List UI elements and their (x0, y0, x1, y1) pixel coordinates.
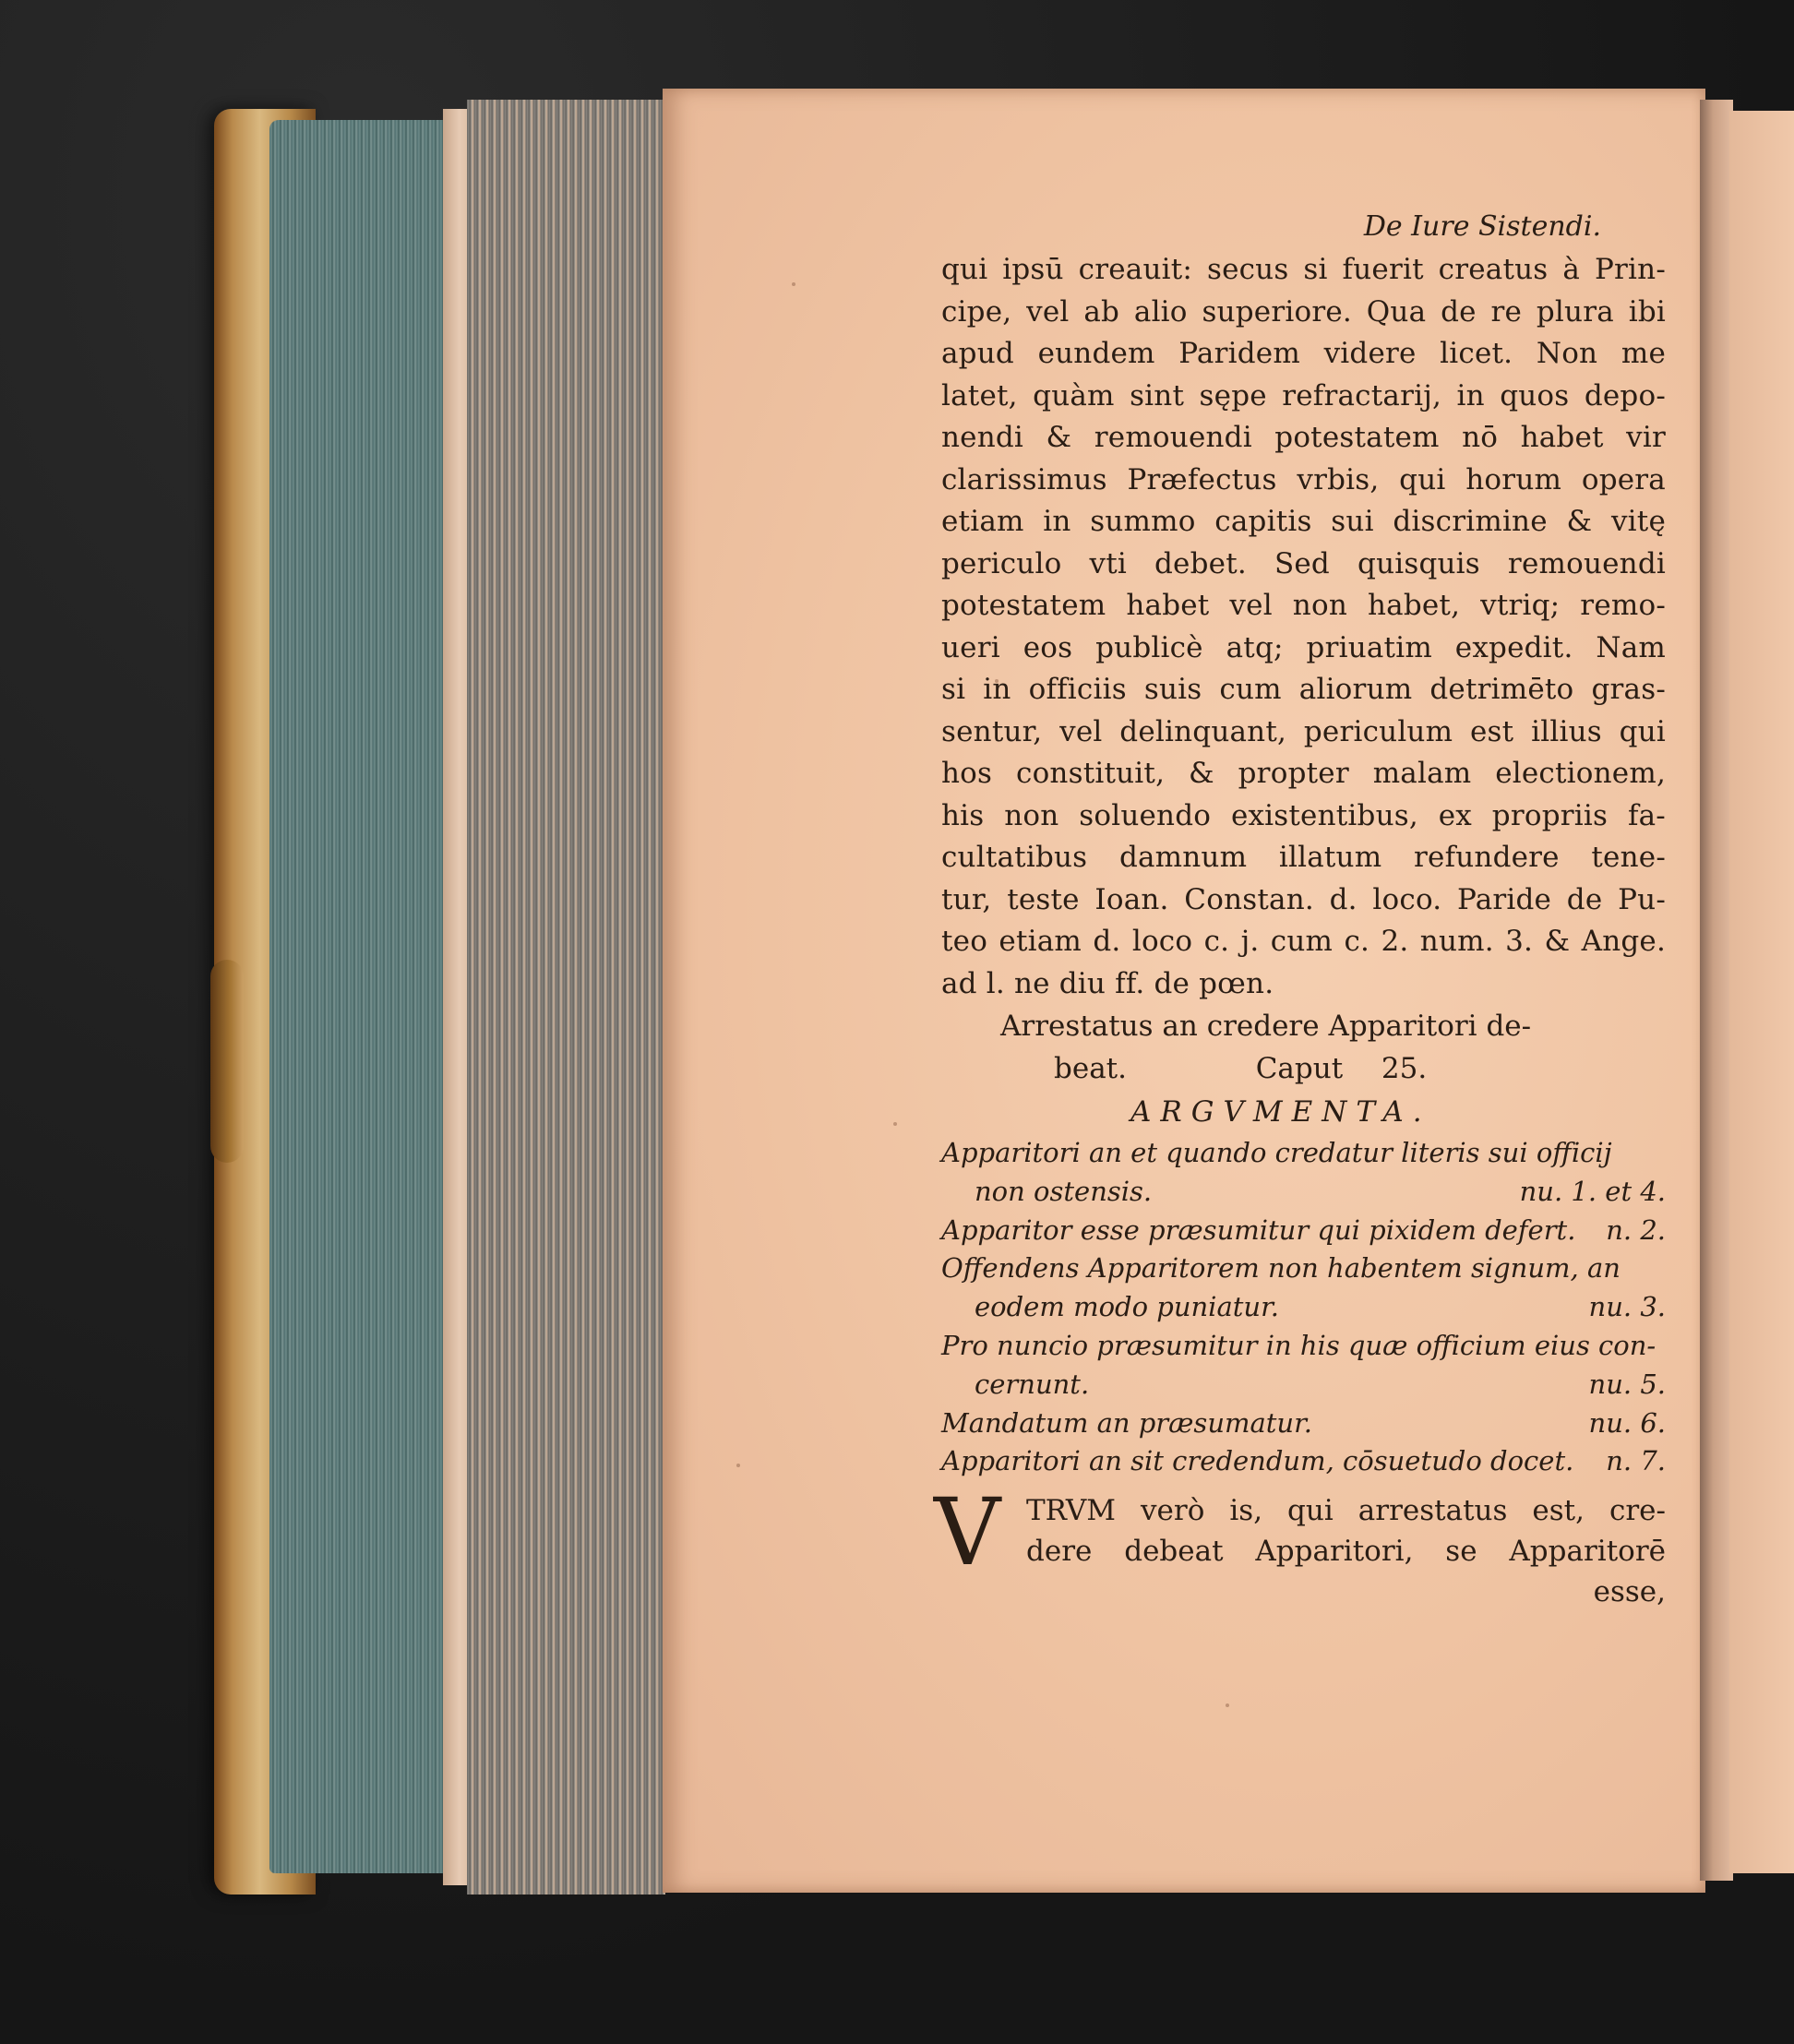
argumenta-text: Pro nuncio præsumitur in his quæ officium eius con- (941, 1329, 1656, 1361)
chapter-body (934, 1478, 1666, 1612)
argumenta-item (941, 1288, 1666, 1327)
body-line: periculo vti debet. Sed quisquis remouendi (941, 546, 1666, 580)
chapter-number: 25. (1381, 1052, 1428, 1085)
argumenta-item (941, 1249, 1666, 1288)
argumenta-item (941, 1212, 1666, 1250)
argumenta-title: ARGVMENTA. (1130, 1095, 1431, 1129)
body-line: latet, quàm sint sępe refractarij, in quos depo- (941, 378, 1666, 412)
running-head: De Iure Sistendi. (1363, 210, 1601, 243)
chapter-heading-line2 (941, 1047, 1666, 1090)
argumenta-ref: nu. 1. et 4. (1519, 1175, 1666, 1207)
body-line: etiam in summo capitis sui discrimine & vitę (941, 505, 1666, 538)
body-line: ad l. ne diu ff. de pœn. (941, 966, 1274, 1000)
argumenta-item (941, 1173, 1666, 1212)
argumenta-ref: nu. 3. (1588, 1291, 1666, 1323)
argumenta-text: eodem modo puniatur. (975, 1291, 1279, 1323)
facing-page-edge (1729, 111, 1794, 1873)
argumenta-ref: n. 7. (1606, 1445, 1666, 1477)
body-line: his non soluendo existentibus, ex propriis fa- (941, 798, 1666, 832)
body-line: si in officiis suis cum aliorum detrimēto gras- (941, 673, 1666, 706)
argumenta-ref: nu. 6. (1588, 1406, 1666, 1439)
body-line: qui ipsū creauit: secus si fuerit creatus à Prin- (941, 253, 1666, 286)
chapter-heading-word: beat. (1054, 1052, 1127, 1085)
body-line: hos constituit, & propter malam electionem, (941, 757, 1666, 790)
body-line: cultatibus damnum illatum refundere tene- (941, 841, 1666, 874)
body-line: potestatem habet vel non habet, vtriq; remo- (941, 589, 1666, 622)
drop-capital: V (934, 1478, 1001, 1587)
argumenta-list (941, 1134, 1666, 1481)
argumenta-item (941, 1442, 1666, 1481)
argumenta-text: Apparitori an sit credendum, cōsuetudo docet. (941, 1445, 1574, 1477)
argumenta-item (941, 1134, 1666, 1173)
chapter-caput: Caput (1255, 1052, 1344, 1085)
argumenta-text: Apparitor esse præsumitur qui pixidem defert. (941, 1213, 1576, 1246)
argumenta-text: non ostensis. (975, 1175, 1153, 1207)
argumenta-ref: nu. 5. (1588, 1368, 1666, 1400)
page-edges-left (269, 120, 443, 1873)
page-edges-stack (467, 100, 665, 1895)
body-line: nendi & remouendi potestatem nō habet vir (941, 421, 1666, 454)
body-line: sentur, vel delinquant, periculum est illius qui (941, 714, 1666, 748)
argumenta-text: Offendens Apparitorem non habentem signum, an (941, 1252, 1621, 1285)
argumenta-text: Apparitori an et quando credatur literis sui officij (941, 1137, 1612, 1168)
body-line: cipe, vel ab alio superiore. Qua de re plura ibi (941, 294, 1666, 329)
body-paragraph (941, 249, 1666, 1005)
body-line: clarissimus Præfectus vrbis, qui horum opera (941, 462, 1666, 496)
gutter (1700, 100, 1733, 1881)
argumenta-item (941, 1327, 1666, 1366)
argumenta-ref: n. 2. (1606, 1213, 1666, 1246)
catchword: esse, (1593, 1575, 1666, 1609)
body-line: dere debeat Apparitori, se Apparitorē (1026, 1535, 1666, 1569)
chapter-heading: Arrestatus an credere Apparitori de- (1000, 1010, 1532, 1043)
argumenta-item (941, 1366, 1666, 1405)
body-line: teo etiam d. loco c. j. cum c. 2. num. 3. & Ange. (941, 925, 1666, 958)
argumenta-text: cernunt. (975, 1368, 1090, 1400)
body-line: TRVM verò is, qui arrestatus est, cre- (1026, 1494, 1666, 1528)
body-line: tur, teste Ioan. Constan. d. loco. Paride de Pu- (941, 882, 1666, 916)
argumenta-item (941, 1405, 1666, 1443)
page-text (934, 205, 1666, 1612)
body-line: ueri eos publicè atq; priuatim expedit. Nam (941, 630, 1666, 664)
argumenta-text: Mandatum an præsumatur. (941, 1406, 1313, 1439)
body-line: apud eundem Paridem videre licet. Non me (941, 337, 1666, 370)
cover-damage (210, 960, 244, 1163)
